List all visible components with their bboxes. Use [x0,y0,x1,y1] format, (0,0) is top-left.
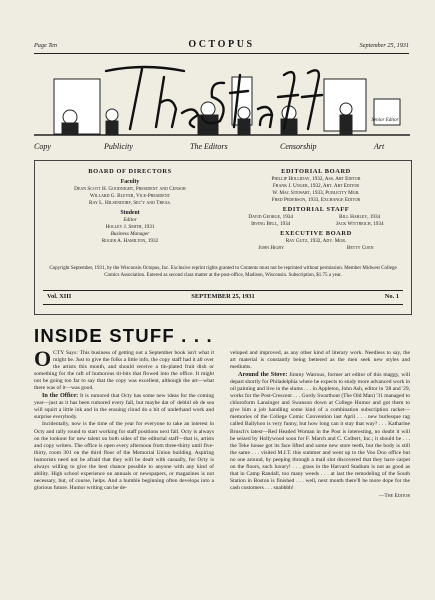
article-paragraph: Incidentally, now is the time of the year for everyone to take an interest in Octy and rally round to start working for staff positions next fall. Octy is always on the lookout for new talent on both sides of the editorial staff—that is, artists and copy writers. The office is open every afternoon from three-thirty until five-thirty, room 301 on the third floor of the Memorial Union building. Aspiring humorists need not be afraid that they will be dealt with casually, for Octy is always willing to give the best chance possible to anyone with any kind of ability. High school experience on annuals or newspapers, or magazines is not necessary, but, of course, helps. And a humble beginning often develops into a glorious future. Humor writing can be de- [34,421,214,491]
copyright-notice: Copyright September, 1931, by the Wisconsin Octopus, Inc. Exclusive reprint rights granted to Contents must not be reprinted without permission. Member Midwest College Comics Association. Entered as second class matter at the post-office, Madison, Wisconsin. Subscription, $1.75 a year. [49,266,397,278]
faculty-member: Willard G. Bleyer, Vice-President [89,193,171,199]
caption-copy: Copy [34,142,51,151]
board-member: W. Mac Stewart, 1933, Publicity Mgr. [272,190,360,196]
staff-member: David George, 1934 [248,214,293,220]
article-paragraph: Around the Stove: Jimmy Watrous, former art editor of this maggy, will depart shortly for Philadelphia where he expects to study more advanced work in oil painting and live in the slums . . . in Appleton, John Ash, editor in '28 and '29, works for the Post-Crescent . . . Gordy Swarthout (The Old Man) '31 managed to chloroform Lansinger and Swanson down at College Humor and got them to give him a job handling some kind of a combination subscription racket—memories of the College Comic Convention last April . . . new burlesque rag called Ballyhoo is very funny, but how long can it stay that way? . . . Katharine Brusch's latest—Red Headed Woman in the Post is interesting, no doubt it will be seized by Hollywood soon for F. March and C. Colbert, Inc.; it should be . . . the Teke house got its face lifted and some new store teeth, but the body is still the same . . . visited M.I.T. this summer and went up to the Voo Doo office but no one around, by peeping through a mail slot discovered that they have carpet on the floors, such luxury! . . . grass in the Harvard Stadium is not as good as that in Camp Randall, too many weeds . . . at last the remodeling of the South Station in Boston is finished . . . well, next month there'll be more dope for the cash customers . . . snabbbh! [230,371,410,491]
magazine-name: OCTOPUS [188,39,255,50]
banner-title: The Staff [222,69,226,70]
box-rule [43,304,403,305]
staff-member: Jack Wittreich, 1934 [335,221,384,227]
bod-heading: BOARD OF DIRECTORS [88,168,172,175]
editor-name: Holley J. Smith, 1931 [105,224,155,230]
executive-board-heading: EXECUTIVE BOARD [280,230,352,237]
volume-number: Vol. XIII [47,293,72,300]
article-column-right [230,350,410,500]
head-rule [34,53,409,54]
senior-editor-sign: Senior Editor [371,118,399,123]
issue-number: No. 1 [384,293,399,300]
faculty-label: Faculty [120,179,140,185]
board-member: Fred Pederson, 1933, Exchange Editor [271,197,361,203]
section-heading: Around the Stove: [238,371,288,379]
exec-member: Ray Gutz, 1932, Adv. Mgr. [285,238,347,244]
masthead-box [34,160,412,315]
editorial-staff-heading: EDITORIAL STAFF [282,206,350,213]
drop-cap: O [34,346,52,371]
staff-member: Irving Bell, 1934 [251,221,291,227]
board-member: Phillip Holliday, 1932, Ass. Art Editor [271,176,361,182]
caption-publicity: Publicity [104,142,133,151]
article-paragraph: In the Office: It is rumored that Octy has some new ideas for the coming year—just as it has been rumored every fall, but maybe dat ol' debbil ob de sea will squirt a little ink and in the ensuing cloud do a bit of underhand work and surprise everybody. [34,392,214,421]
business-manager-label: Business Manager [110,231,150,237]
exec-member: John Higby [258,245,284,251]
running-head [34,40,409,52]
article-signature: —The Editor [378,492,410,499]
caption-editors: The Editors [190,142,228,151]
faculty-member: Ray L. Hilsendorf, Sec'y and Treas. [89,200,171,206]
editorial-column [227,167,405,252]
staff-banner-illustration [34,57,410,157]
board-member: Frank J. Unger, 1932, Art. Art Editor [272,183,360,189]
volume-date: SEPTEMBER 25, 1931 [191,293,255,300]
staff-member: Bill Harley, 1934 [339,214,381,220]
exec-grid [227,245,405,252]
article-paragraph: OCTY Says: This business of getting out a September book isn't what it might be. Just to give the folks a little info, the copy staff had it all over the artists this month, and should receive a tin-plated fruit dish or something for the raft of humorous tit-bits that flowed into the office. It might not be going too far to say that the copy was excellent, although the art—what there was of it—was good. [34,346,214,392]
volume-line [47,293,399,303]
article-column-left [34,346,214,492]
staff-grid [227,214,405,228]
editor-label: Editor [123,217,137,223]
box-rule [43,290,403,291]
page-number: Page Ten [34,42,57,49]
caption-censorship: Censorship [280,142,317,151]
article-title: INSIDE STUFF . . . [34,325,213,346]
section-heading: In the Office: [42,392,79,400]
exec-member: Betty Coen [346,245,374,251]
board-of-directors [41,167,219,245]
faculty-member: Dean Scott H. Goodnight, President and Censor [74,186,186,192]
editorial-board-heading: EDITORIAL BOARD [281,168,351,175]
caption-art: Art [374,142,385,151]
issue-date: September 25, 1931 [359,42,409,49]
article-paragraph: veloped and improved, as any other kind of literary work. Needless to say, the art material is constantly being bettered as the men seek new styles and mediums. [230,350,410,371]
student-label: Student [120,210,140,216]
business-manager-name: Roger A. Hamilton, 1932 [101,238,159,244]
